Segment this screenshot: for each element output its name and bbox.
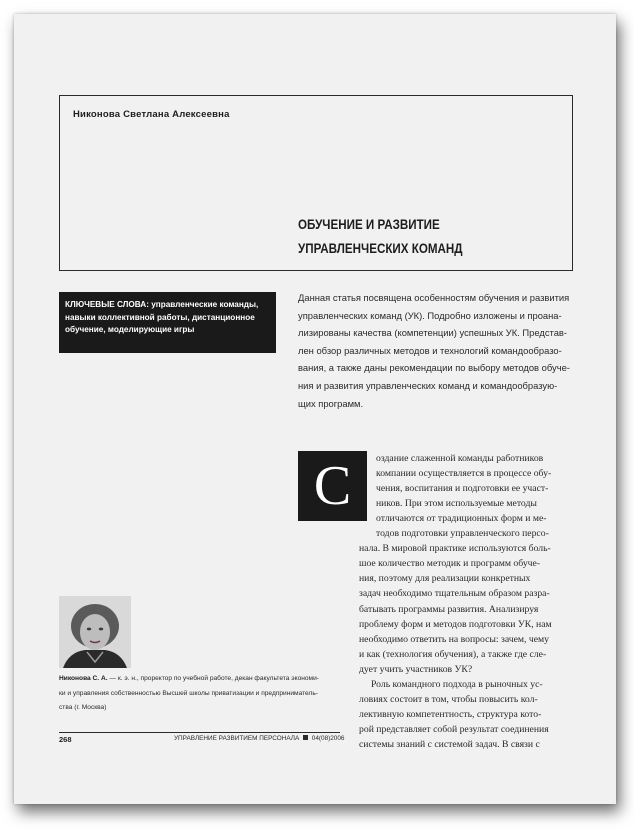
body-line: ловиях состоит в том, чтобы повысить кол- — [359, 693, 538, 705]
body-line: дует учить участников УК? — [359, 663, 473, 675]
journal-issue: 04(08)2006 — [311, 735, 345, 742]
body-line: лективную компетентность, структура кото- — [359, 708, 542, 720]
footer-square-icon — [303, 735, 308, 740]
keywords-line: управленческие команды, — [148, 300, 259, 309]
abstract-line: щих программ. — [298, 397, 364, 409]
abstract-line: ния и развития управленческих команд и командообразую- — [298, 379, 558, 391]
author-portrait-image — [59, 596, 131, 668]
author-caption — [59, 672, 340, 716]
keywords-line: навыки коллективной работы, дистанционное — [65, 312, 255, 322]
body-line: чения, воспитания и подготовки ее участ- — [376, 483, 549, 495]
title-line: ОБУЧЕНИЕ И РАЗВИТИЕ — [298, 217, 440, 232]
page-number: 268 — [59, 735, 72, 744]
caption-name: Никонова С. А. — [59, 675, 108, 682]
drop-cap-letter: С — [313, 455, 352, 517]
body-line: задач необходимо тщательным образом разра- — [359, 588, 550, 600]
journal-name: УПРАВЛЕНИЕ РАЗВИТИЕМ ПЕРСОНАЛА — [174, 735, 300, 742]
body-line: необходимо ответить на вопросы: зачем, чему — [359, 633, 550, 645]
body-line: Роль командного подхода в рыночных ус- — [371, 678, 543, 690]
caption-line: ки и управления собственностью Высшей школы приватизации и предприниматель- — [59, 689, 318, 697]
abstract-line: лен обзор различных методов и технологий командообразо- — [298, 344, 562, 356]
body-line: нала. В мировой практике используются боль- — [359, 543, 551, 555]
author-photo — [59, 596, 131, 668]
abstract-line: вания, а также даны рекомендации по выбору методов обуче- — [298, 362, 570, 374]
body-line: рой представляет собой результат соединения — [359, 723, 549, 735]
drop-cap — [298, 451, 367, 521]
journal-footer — [174, 735, 344, 742]
keywords-line: обучение, моделирующие игры — [65, 325, 195, 334]
abstract-line: Данная статья посвящена особенностям обучения и развития — [298, 292, 570, 303]
body-line: ния, поэтому для реализации конкретных — [359, 573, 531, 585]
caption-line: — к. э. н., проректор по учебной работе, декан факультета экономи- — [107, 675, 319, 682]
footer-rule — [59, 732, 340, 733]
body-line: и как (технология обучения), а также где сле- — [359, 648, 547, 660]
keywords-label: КЛЮЧЕВЫЕ СЛОВА: — [65, 300, 149, 309]
body-line: батывать программы развития. Анализируя — [359, 603, 539, 615]
abstract — [298, 289, 574, 412]
body-line: компании осуществляется в процессе обу- — [376, 468, 552, 480]
body-line: системы знаний с системой задач. В связи с — [359, 738, 540, 750]
article-title — [298, 213, 522, 261]
body-line: оздание слаженной команды работников — [376, 453, 544, 464]
body-line: ников. При этом используемые методы — [376, 498, 537, 510]
author-name: Никонова Светлана Алексеевна — [73, 109, 230, 120]
title-line: УПРАВЛЕНЧЕСКИХ КОМАНД — [298, 241, 463, 256]
body-line: проблему форм и методов подготовки УК, нам — [359, 618, 552, 630]
abstract-line: лизированы качества (компетенции) успешных УК. Представ- — [298, 327, 568, 339]
body-line: отличаются от традиционных форм и ме- — [376, 513, 547, 525]
caption-line: ства (г. Москва) — [59, 704, 107, 711]
body-line: шое количество методик и программ обуче- — [359, 558, 541, 570]
abstract-line: управленческих команд (УК). Подробно изложены и проана- — [298, 309, 562, 321]
body-line: тодов подготовки управленческого персо- — [376, 528, 549, 540]
keywords-box — [59, 292, 276, 353]
